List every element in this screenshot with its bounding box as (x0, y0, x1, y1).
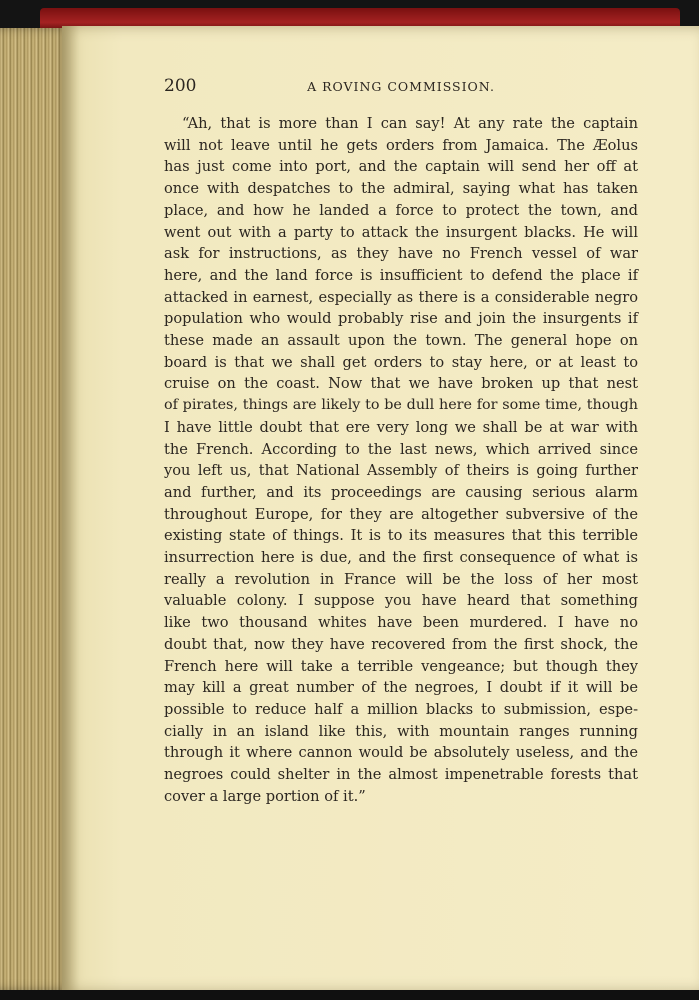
text-line: I have little doubt that ere very long we shall be at war with (164, 418, 638, 436)
text-line: throughout Europe, for they are altogether subversive of the (164, 505, 638, 523)
text-line-part: will not leave until he gets orders from Jamaica. The Æolus (164, 136, 638, 154)
page-edges (0, 28, 70, 990)
text-line: really a revolution in France will be the loss of her most (164, 570, 638, 588)
text-line: and further, and its proceedings are causing serious alarm (164, 483, 638, 501)
page-header (164, 76, 638, 100)
text-line: population who would probably rise and join the insurgents if (164, 310, 638, 328)
running-title: A ROVING COMMISSION. (307, 79, 495, 94)
text-line: possible to reduce half a million blacks to submission, espe- (164, 700, 638, 718)
text-line: “Ah, that is more than I can say! At any rate the captain (182, 115, 638, 132)
bottom-shadow (0, 990, 699, 1000)
text-line: place, and how he landed a force to protect the town, and (164, 201, 638, 219)
text-line: board is that we shall get orders to stay here, or at least to (164, 353, 638, 371)
text-line: valuable colony. I suppose you have heard that something (164, 592, 638, 610)
text-line: insurrection here is due, and the first consequence of what is (164, 549, 638, 567)
text-line: attacked in earnest, especially as there is a considerable negro (164, 288, 638, 306)
text-line: of pirates, things are likely to be dull here for some time, though (164, 397, 638, 414)
text-line: these made an assault upon the town. The general hope on (164, 332, 638, 350)
text-line: the French. According to the last news, which arrived since (164, 440, 638, 458)
text-line (164, 135, 638, 157)
text-line: French here will take a terrible vengeance; but though they (164, 657, 638, 675)
text-line: ask for instructions, as they have no French vessel of war (164, 245, 638, 263)
text-line: you left us, that National Assembly of theirs is going further (164, 462, 638, 480)
body-text (164, 113, 638, 808)
page-number: 200 (164, 76, 197, 96)
text-line: cruise on the coast. Now that we have broken up that nest (164, 375, 638, 393)
text-line: negroes could shelter in the almost impenetrable forests that (164, 766, 638, 784)
text-line: existing state of things. It is to its measures that this terrible (164, 527, 638, 545)
text-line: cover a large portion of it.” (164, 787, 366, 805)
text-line: cially in an island like this, with mountain ranges running (164, 722, 638, 740)
text-line: went out with a party to attack the insurgent blacks. He will (164, 223, 638, 241)
text-line: like two thousand whites have been murdered. I have no (164, 614, 638, 632)
text-line: through it where cannon would be absolutely useless, and the (164, 744, 638, 762)
text-line: has just come into port, and the captain will send her off at (164, 158, 638, 176)
text-line: once with despatches to the admiral, saying what has taken (164, 180, 638, 198)
text-line: doubt that, now they have recovered from the first shock, the (164, 635, 638, 653)
text-line: here, and the land force is insufficient to defend the place if (164, 266, 638, 284)
text-line: may kill a great number of the negroes, I doubt if it will be (164, 679, 638, 697)
